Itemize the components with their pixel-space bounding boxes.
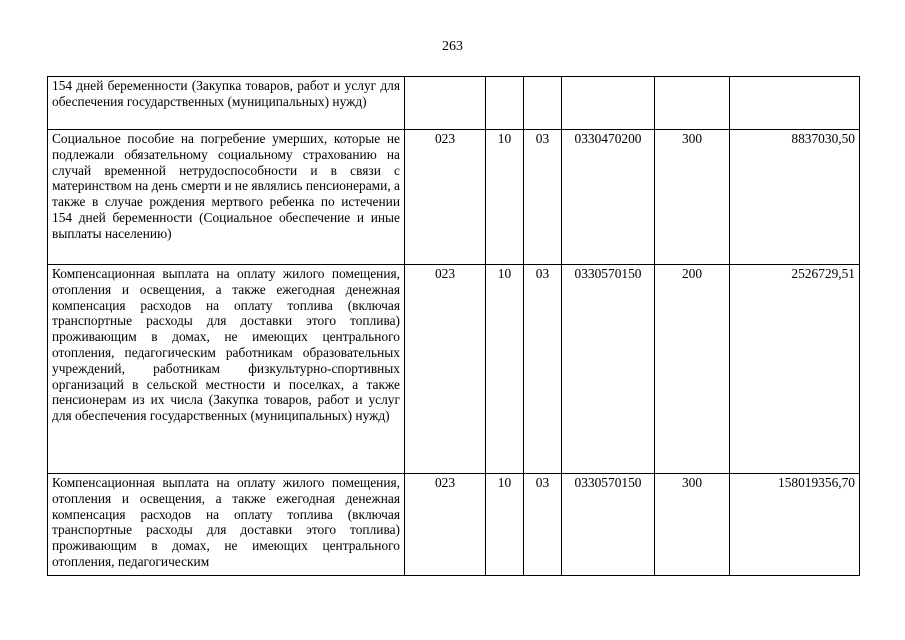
subsection-code: 03 [524,474,562,576]
amount: 8837030,50 [730,130,860,265]
ministry-code: 023 [405,265,486,474]
page-number: 263 [442,39,463,54]
subsection-code: 03 [524,265,562,474]
table-row [48,474,860,576]
target-code: 0330470200 [562,130,655,265]
expense-type-code [655,77,730,130]
section-code: 10 [486,265,524,474]
row-description-text: Компенсационная выплата на оплату жилого помещения, отопления и освещения, а также ежегодная денежная компенсация расходов на оплату топлива (включая транспортные расходы для доставки этого топлива) проживающим в домах, не имеющих центрального отопления, педагогическим [52,475,400,569]
table-row [48,265,860,474]
amount [730,77,860,130]
target-code: 0330570150 [562,474,655,576]
row-description: Социальное пособие на погребение умерших, которые не подлежали обязательному социальному страхованию на случай временной нетрудоспособности и в связи с материнством на день смерти и не являлись пенсионерами, а также в случае рождения мертвого ребенка по истечении 154 дней беременности (Социальное обеспечение и иные выплаты населению) [48,130,405,265]
ministry-code [405,77,486,130]
target-code: 0330570150 [562,265,655,474]
table-row [48,77,860,130]
expense-type-code: 300 [655,130,730,265]
amount: 2526729,51 [730,265,860,474]
table-row [48,130,860,265]
ministry-code: 023 [405,474,486,576]
ministry-code: 023 [405,130,486,265]
subsection-code [524,77,562,130]
section-code [486,77,524,130]
amount: 158019356,70 [730,474,860,576]
expense-type-code: 200 [655,265,730,474]
section-code: 10 [486,474,524,576]
subsection-code: 03 [524,130,562,265]
row-description: 154 дней беременности (Закупка товаров, работ и услуг для обеспечения государственных (муниципальных) нужд) [48,77,405,130]
row-description: Компенсационная выплата на оплату жилого помещения, отопления и освещения, а также ежегодная денежная компенсация расходов на оплату топлива (включая транспортные расходы для доставки этого топлива) проживающим в домах, не имеющих центрального отопления, педагогическим работникам образовательных учреждений, работникам физкультурно-спортивных организаций в сельской местности и поселках, а также пенсионерам из их числа (Закупка товаров, работ и услуг для обеспечения государственных (муниципальных) нужд) [48,265,405,474]
section-code: 10 [486,130,524,265]
budget-table [47,76,860,576]
row-description [48,474,405,576]
target-code [562,77,655,130]
expense-type-code: 300 [655,474,730,576]
